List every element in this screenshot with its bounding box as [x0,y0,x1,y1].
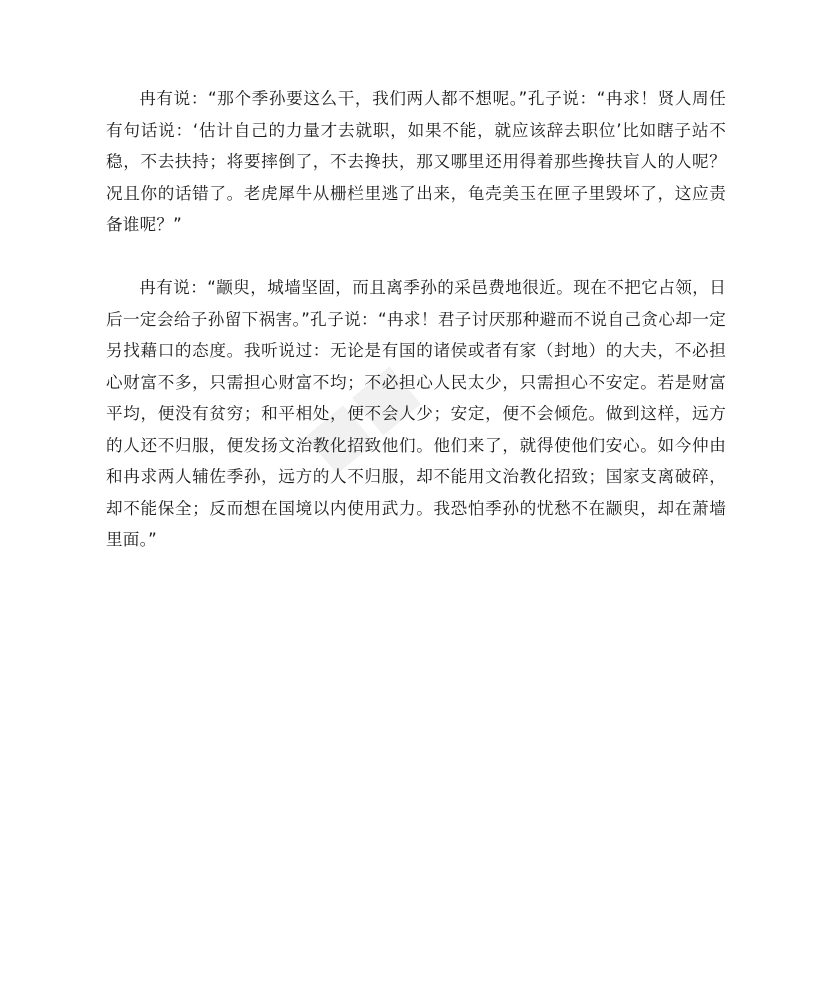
paragraph-2: 冉有说：“颛臾，城墙坚固，而且离季孙的采邑费地很近。现在不把它占领，日后一定会给子孙留下祸害。”孔子说：“冉求！君子讨厌那种避而不说自己贪心却一定另找藉口的态度。我听说过：无论是有国的诸侯或者有家（封地）的大夫，不必担心财富不多，只需担心财富不均；不必担心人民太少，只需担心不安定。若是财富平均，便没有贫穷；和平相处，便不会人少；安定，便不会倾危。做到这样，远方的人还不归服，便发扬文治教化招致他们。他们来了，就得使他们安心。如今仲由和冉求两人辅佐季孙，远方的人不归服，却不能用文治教化招致；国家支离破碎，却不能保全；反而想在国境以内使用武力。我恐怕季孙的忧愁不在颛臾，却在萧墙里面。” [106,278,726,549]
paragraph-1: 冉有说：“那个季孙要这么干，我们两人都不想呢。”孔子说：“冉求！贤人周任有句话说：‘估计自己的力量才去就职，如果不能，就应该辞去职位’比如瞎子站不稳，不去扶持；将要摔倒了，不去搀扶，那又哪里还用得着那些搀扶盲人的人呢？况且你的话错了。老虎犀牛从栅栏里逃了出来，龟壳美玉在匣子里毁坏了，这应责备谁呢？” [106,89,726,234]
document-body [106,83,726,556]
watermark: ■■ [290,349,431,485]
